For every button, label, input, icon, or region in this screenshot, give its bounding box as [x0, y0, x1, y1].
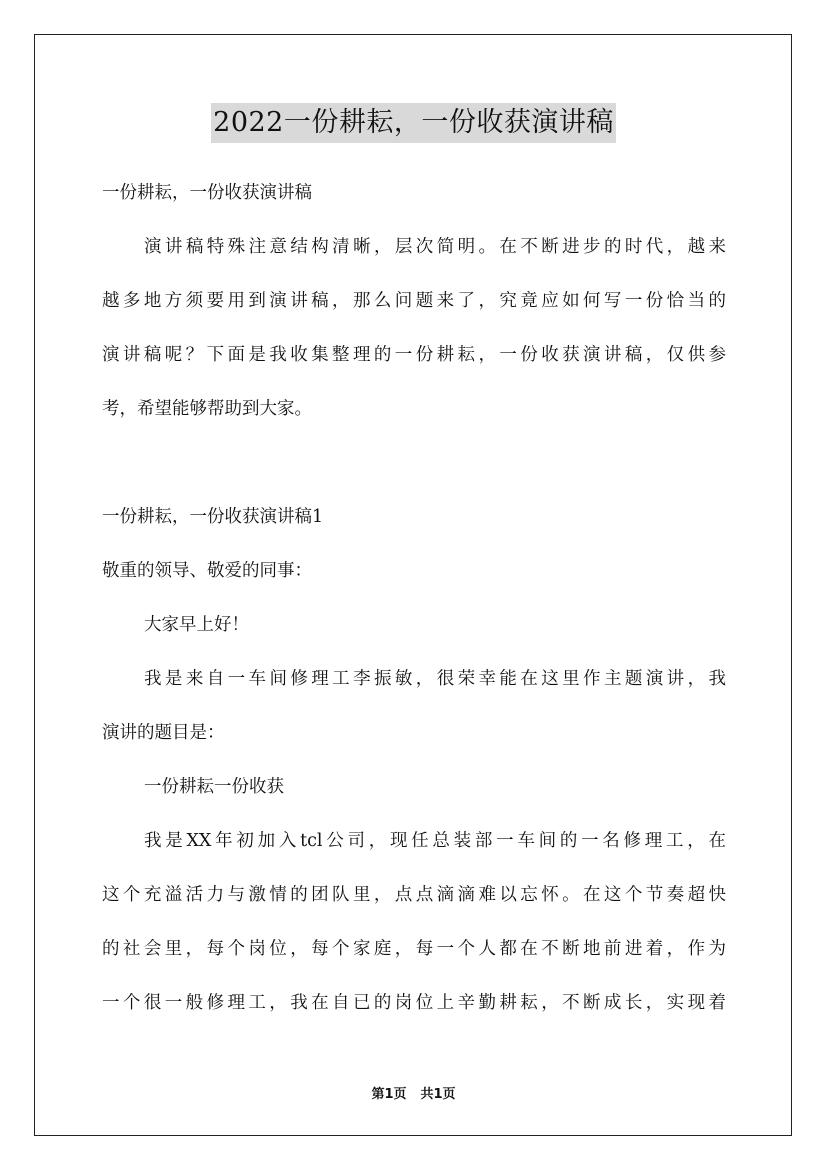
page-total: 共1页: [420, 1087, 456, 1102]
paragraph-line: 的社会里，每个岗位，每个家庭，每一个人都在不断地前进着，作为: [102, 939, 726, 959]
page-number: 第1页: [371, 1087, 407, 1102]
paragraph-line: 演讲的题目是：: [102, 723, 225, 743]
blank-line: [102, 448, 726, 502]
paragraph-line: 考，希望能够帮助到大家。: [102, 399, 312, 419]
paragraph-line: 演讲稿特殊注意结构清晰，层次简明。在不断进步的时代，越来: [144, 237, 726, 257]
title-container: [0, 103, 827, 143]
intro-heading: 一份耕耘，一份收获演讲稿: [102, 183, 312, 203]
page-footer: [0, 1083, 827, 1102]
paragraph-line: 我是来自一车间修理工李振敏，很荣幸能在这里作主题演讲，我: [144, 669, 726, 689]
greeting: 大家早上好！: [144, 615, 249, 635]
document-body: [102, 178, 726, 1042]
paragraph-line: 演讲稿呢？下面是我收集整理的一份耕耘，一份收获演讲稿，仅供参: [102, 345, 726, 365]
salutation: 敬重的领导、敬爱的同事：: [102, 561, 312, 581]
paragraph-line: 这个充溢活力与激情的团队里，点点滴滴难以忘怀。在这个节奏超快: [102, 885, 726, 905]
paragraph-line: 越多地方须要用到演讲稿，那么问题来了，究竟应如何写一份恰当的: [102, 291, 726, 311]
paragraph-line: 一个很一般修理工，我在自已的岗位上辛勤耕耘，不断成长，实现着: [102, 993, 726, 1013]
document-title: 2022一份耕耘，一份收获演讲稿: [211, 103, 616, 143]
speech-topic: 一份耕耘一份收获: [144, 777, 284, 797]
paragraph-line: 我是XX年初加入tcl公司，现任总装部一车间的一名修理工，在: [144, 831, 726, 851]
section-heading: 一份耕耘，一份收获演讲稿1: [102, 507, 324, 527]
